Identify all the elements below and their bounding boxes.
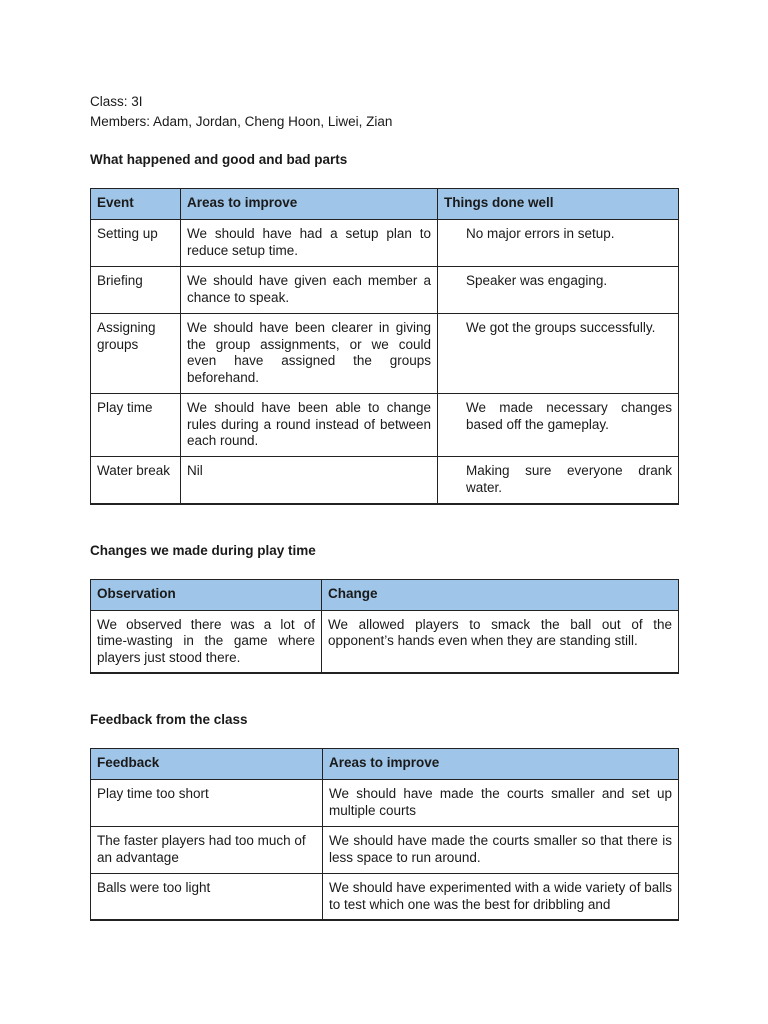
table-row (91, 457, 679, 504)
table-row (91, 827, 679, 874)
changes-table (90, 579, 679, 675)
class-line: Class: 3I (90, 94, 143, 109)
table-header-row (91, 749, 679, 780)
improve-cell: We should have made the courts smaller so that there is less space to run around. (323, 827, 679, 874)
table-row (91, 314, 679, 394)
improve-cell: We should have been clearer in giving the group assignments, or we could even have assigned the groups beforehand. (181, 314, 438, 394)
column-header: Areas to improve (181, 189, 438, 220)
improve-cell: We should have had a setup plan to reduce setup time. (181, 220, 438, 267)
members-line: Members: Adam, Jordan, Cheng Hoon, Liwei, Zian (90, 114, 393, 129)
improve-cell: Nil (181, 457, 438, 504)
event-cell: Assigning groups (91, 314, 181, 394)
column-header: Event (91, 189, 181, 220)
event-cell: Play time (91, 394, 181, 457)
column-header: Change (322, 579, 679, 610)
section-title-events: What happened and good and bad parts (90, 152, 348, 167)
event-cell: Setting up (91, 220, 181, 267)
section-title-changes: Changes we made during play time (90, 542, 316, 558)
table-header-row (91, 189, 679, 220)
section-title-feedback: Feedback from the class (90, 712, 248, 727)
table-row (91, 874, 679, 921)
improve-cell: We should have given each member a chance to speak. (181, 267, 438, 314)
table-row (91, 267, 679, 314)
column-header: Things done well (438, 189, 679, 220)
column-header: Feedback (91, 749, 323, 780)
improve-cell: We should have made the courts smaller and set up multiple courts (323, 780, 679, 827)
column-header: Areas to improve (323, 749, 679, 780)
done-well-cell: We made necessary changes based off the gameplay. (438, 394, 679, 457)
improve-cell: We should have experimented with a wide variety of balls to test which one was the best for dribbling and (323, 874, 679, 921)
done-well-cell: No major errors in setup. (438, 220, 679, 267)
table-row (91, 394, 679, 457)
event-cell: Briefing (91, 267, 181, 314)
table-row (91, 220, 679, 267)
events-table (90, 188, 679, 505)
done-well-cell: We got the groups successfully. (438, 314, 679, 394)
table-row (91, 780, 679, 827)
event-cell: Water break (91, 457, 181, 504)
document-page (90, 92, 678, 921)
table-header-row (91, 579, 679, 610)
observation-cell: We observed there was a lot of time-wasting in the game where players just stood there. (91, 610, 322, 673)
feedback-cell: Play time too short (91, 780, 323, 827)
feedback-cell: Balls were too light (91, 874, 323, 921)
change-cell: We allowed players to smack the ball out of the opponent’s hands even when they are standing still. (322, 610, 679, 673)
done-well-cell: Making sure everyone drank water. (438, 457, 679, 504)
feedback-cell: The faster players had too much of an advantage (91, 827, 323, 874)
table-row (91, 610, 679, 673)
improve-cell: We should have been able to change rules during a round instead of between each round. (181, 394, 438, 457)
column-header: Observation (91, 579, 322, 610)
done-well-cell: Speaker was engaging. (438, 267, 679, 314)
feedback-table (90, 748, 679, 921)
